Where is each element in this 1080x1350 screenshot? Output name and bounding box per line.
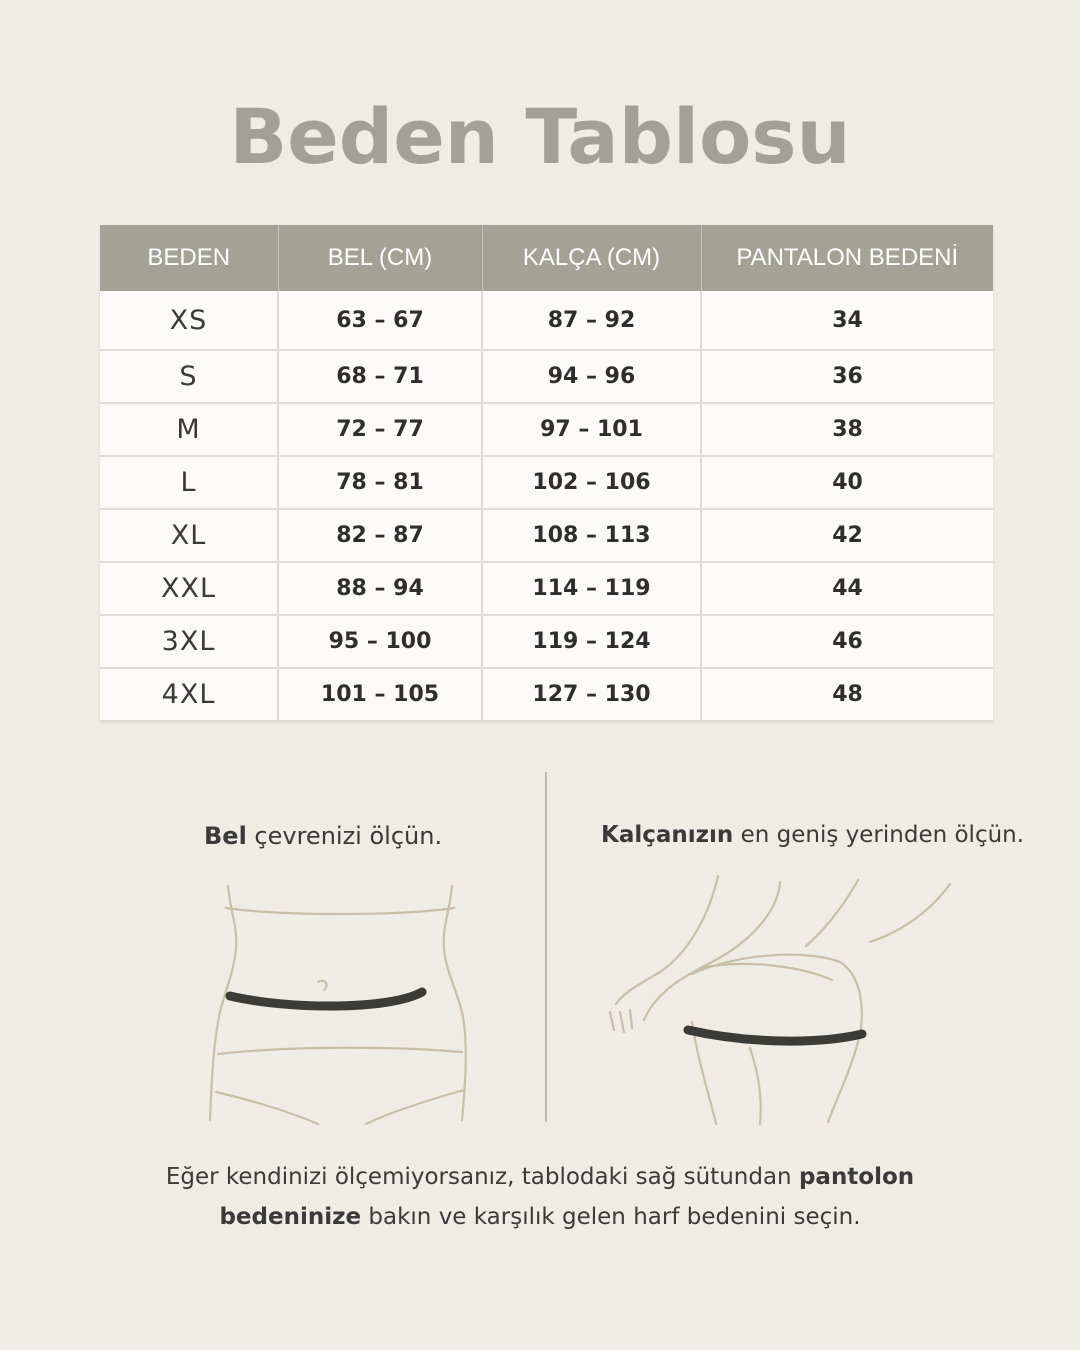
size-cell: XL — [100, 509, 278, 562]
table-row — [100, 403, 993, 456]
pants-size-cell: 40 — [701, 456, 993, 509]
header-kalca: KALÇA (CM) — [482, 225, 701, 291]
waist-cell: 95 – 100 — [278, 615, 482, 668]
waist-cell: 88 – 94 — [278, 562, 482, 615]
hip-measurement-illustration-icon — [600, 872, 960, 1127]
size-cell: L — [100, 456, 278, 509]
hip-caption-bold: Kalçanızın — [601, 822, 734, 848]
waist-caption-text: çevrenizi ölçün. — [246, 822, 443, 850]
hip-caption-text: en geniş yerinden ölçün. — [733, 822, 1025, 848]
waist-cell: 68 – 71 — [278, 350, 482, 403]
table-row — [100, 615, 993, 668]
page-title: Beden Tablosu — [229, 92, 851, 181]
table-row — [100, 456, 993, 509]
table-row — [100, 509, 993, 562]
pants-size-cell: 42 — [701, 509, 993, 562]
hip-caption — [601, 822, 1024, 848]
header-beden: BEDEN — [100, 225, 278, 291]
header-pantalon-bedeni: PANTALON BEDENİ — [701, 225, 993, 291]
hip-cell: 102 – 106 — [482, 456, 701, 509]
table-row — [100, 562, 993, 615]
waist-cell: 101 – 105 — [278, 668, 482, 721]
waist-caption-bold: Bel — [204, 822, 247, 850]
table-header-row — [100, 225, 993, 291]
waist-caption — [204, 822, 442, 850]
footer-note — [0, 1157, 1080, 1237]
table-row — [100, 668, 993, 721]
waist-cell: 63 – 67 — [278, 291, 482, 350]
size-cell: M — [100, 403, 278, 456]
hip-cell: 114 – 119 — [482, 562, 701, 615]
footer-bold-2: bedeninize — [219, 1204, 362, 1230]
waist-measurement-illustration-icon — [200, 880, 480, 1125]
hip-cell: 108 – 113 — [482, 509, 701, 562]
table-row — [100, 291, 993, 350]
waist-cell: 72 – 77 — [278, 403, 482, 456]
pants-size-cell: 48 — [701, 668, 993, 721]
table-row — [100, 350, 993, 403]
section-divider — [545, 772, 547, 1122]
pants-size-cell: 36 — [701, 350, 993, 403]
pants-size-cell: 46 — [701, 615, 993, 668]
size-cell: S — [100, 350, 278, 403]
size-cell: XS — [100, 291, 278, 350]
size-table — [100, 225, 993, 722]
size-cell: XXL — [100, 562, 278, 615]
size-cell: 4XL — [100, 668, 278, 721]
header-bel: BEL (CM) — [278, 225, 482, 291]
hip-cell: 119 – 124 — [482, 615, 701, 668]
pants-size-cell: 34 — [701, 291, 993, 350]
size-cell: 3XL — [100, 615, 278, 668]
hip-cell: 94 – 96 — [482, 350, 701, 403]
hip-cell: 87 – 92 — [482, 291, 701, 350]
waist-cell: 78 – 81 — [278, 456, 482, 509]
pants-size-cell: 44 — [701, 562, 993, 615]
footer-text-2: bakın ve karşılık gelen harf bedenini seçin. — [361, 1204, 861, 1230]
hip-cell: 97 – 101 — [482, 403, 701, 456]
footer-text-1: Eğer kendinizi ölçemiyorsanız, tablodaki sağ sütundan — [165, 1164, 799, 1190]
footer-bold-1: pantolon — [798, 1164, 915, 1190]
hip-cell: 127 – 130 — [482, 668, 701, 721]
waist-cell: 82 – 87 — [278, 509, 482, 562]
pants-size-cell: 38 — [701, 403, 993, 456]
